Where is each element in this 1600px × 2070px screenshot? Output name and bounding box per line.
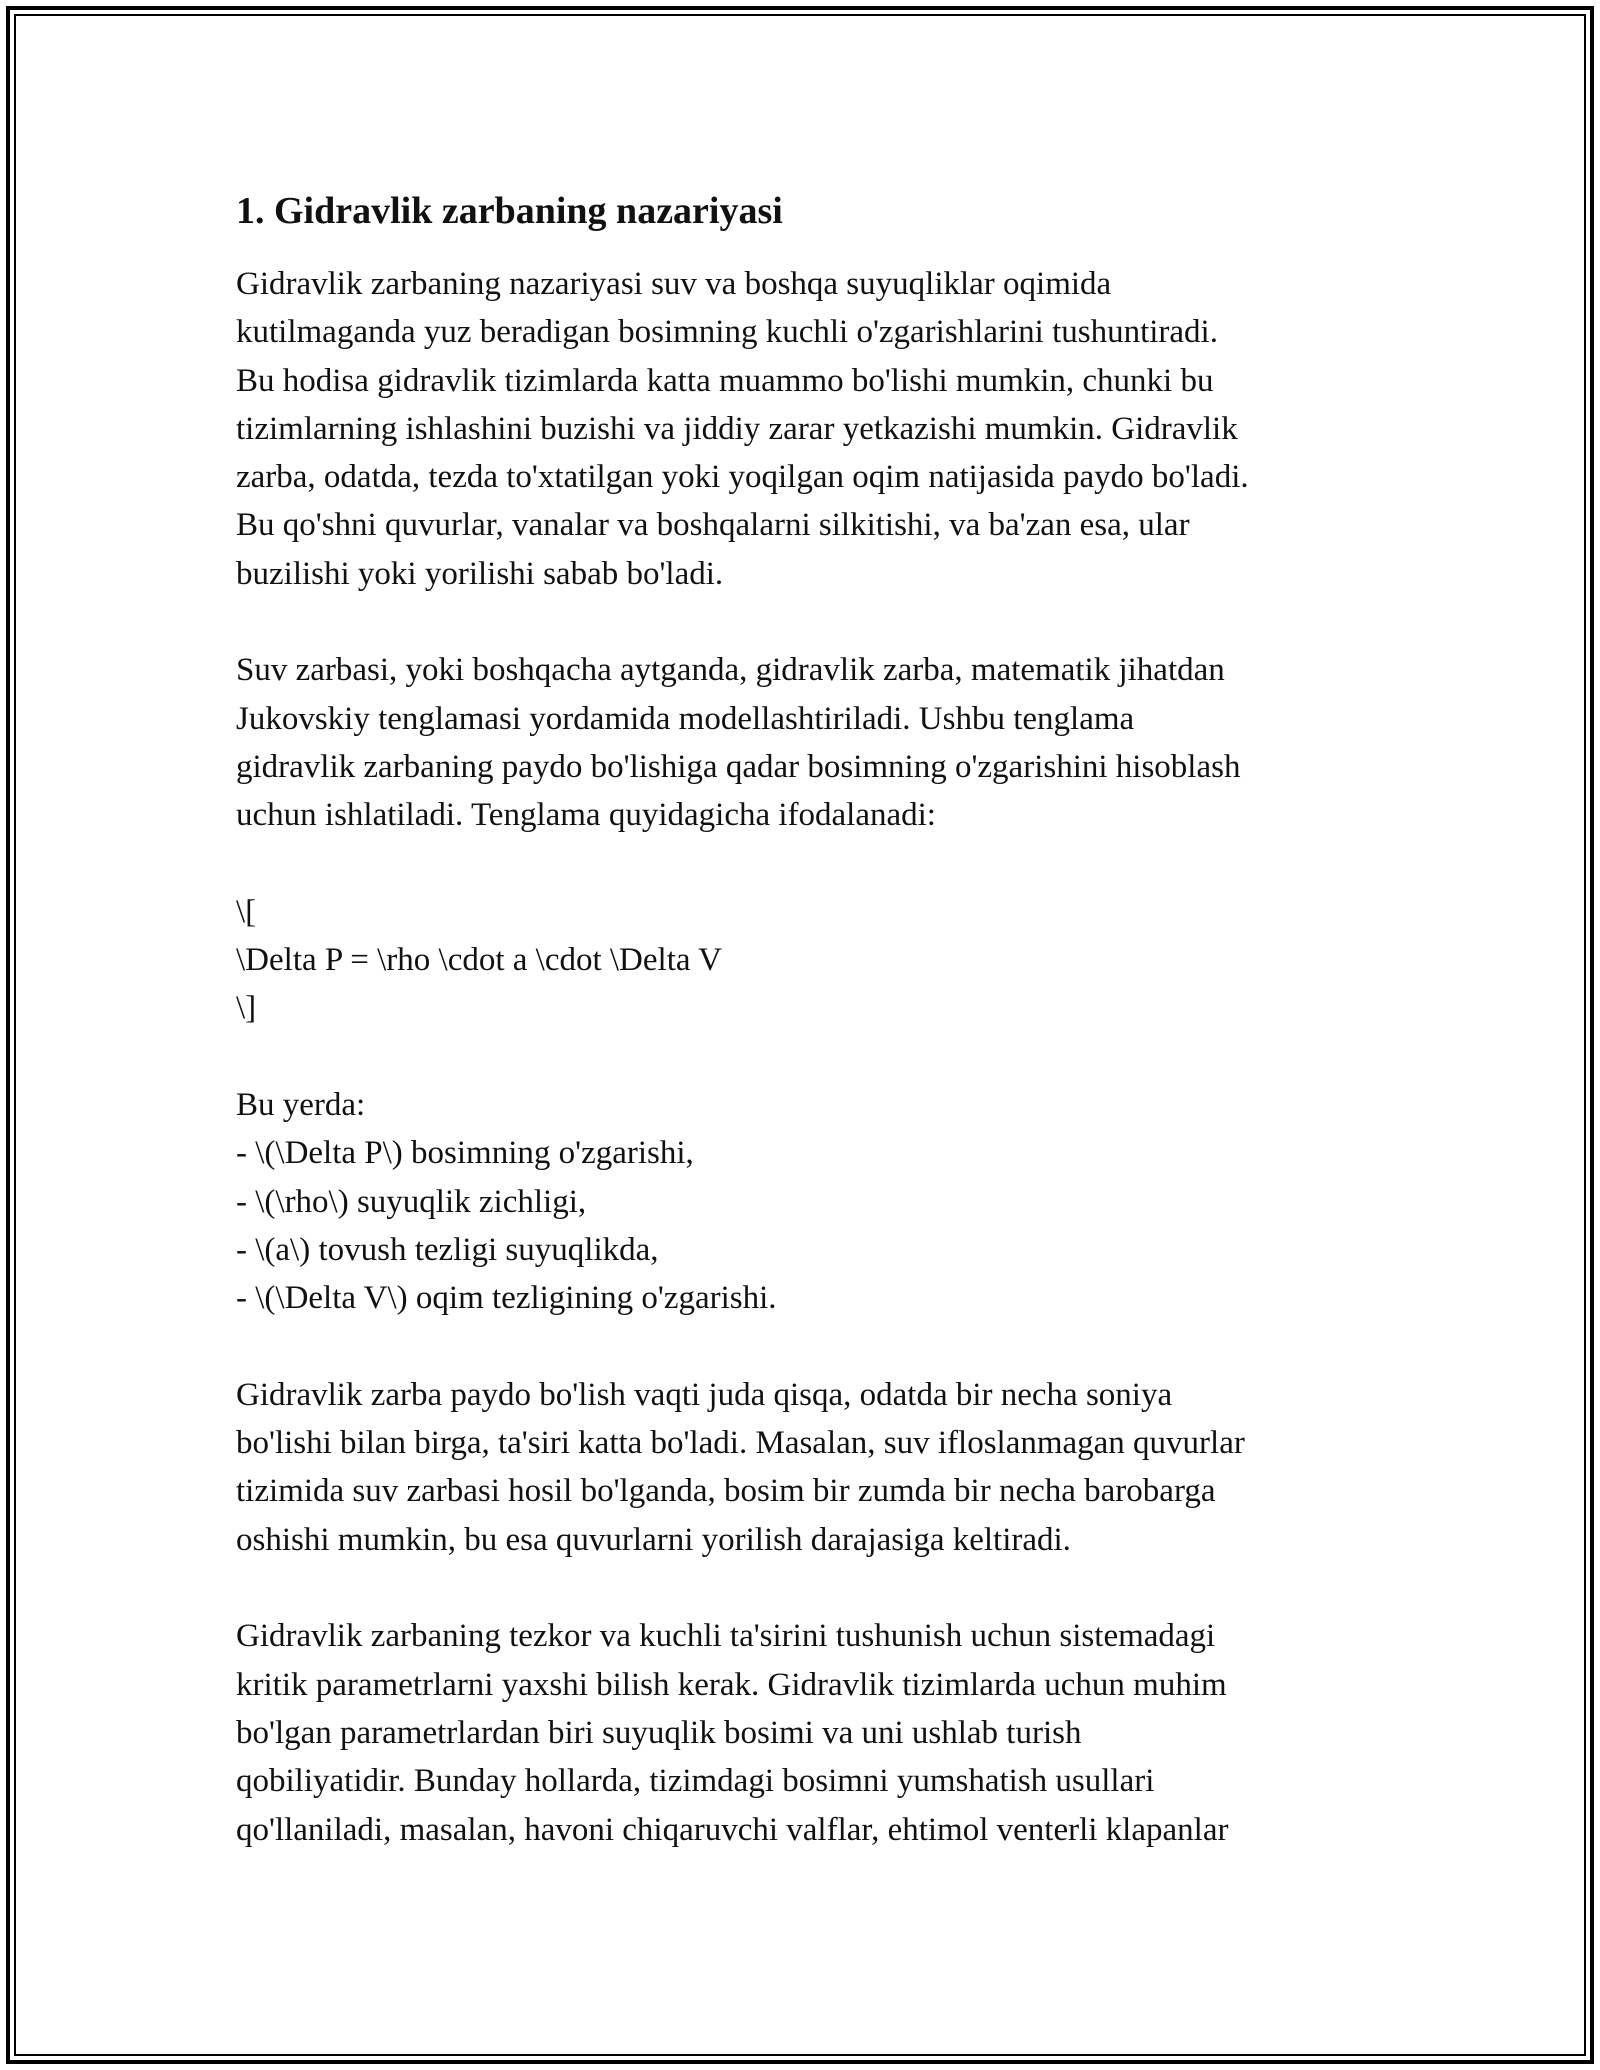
- paragraph-jukovsky: Suv zarbasi, yoki boshqacha aytganda, gidravlik zarba, matematik jihatdan Jukovskiy tenglamasi yordamida modellashtiriladi. Ushbu tenglama gidravlik zarbaning paydo bo'lishiga qadar bosimning o'zgarishini hisoblash uchun ishlatiladi. Tenglama quyidagicha ifodalanadi:: [236, 652, 1241, 834]
- paragraph-parameters: Gidravlik zarbaning tezkor va kuchli ta'sirini tushunish uchun sistemadagi kritik parametrlarni yaxshi bilish kerak. Gidravlik tizimlarda uchun muhim bo'lgan parametrlardan biri suyuqlik bosimi va uni ushlab turish qobiliyatidir. Bunday hollarda, tizimdagi bosimni yumshatish usullari qo'llaniladi, masalan, havoni chiqaruvchi valflar, ehtimol venterli klapanlar: [236, 1618, 1229, 1848]
- section-title: 1. Gidravlik zarbaning nazariyasi: [236, 190, 783, 232]
- definitions-intro: Bu yerda:: [236, 1087, 366, 1124]
- paragraph-duration: Gidravlik zarba paydo bo'lish vaqti juda qisqa, odatda bir necha soniya bo'lishi bilan birga, ta'siri katta bo'ladi. Masalan, suv ifloslanmagan quvurlar tizimida suv zarbasi hosil bo'lganda, bosim bir zumda bir necha barobarga oshishi mumkin, bu esa quvurlarni yorilish darajasiga keltiradi.: [236, 1376, 1245, 1558]
- equation-body: \Delta P = \rho \cdot a \cdot \Delta V: [236, 942, 723, 979]
- equation-block: [236, 888, 1396, 1033]
- paragraph-intro: Gidravlik zarbaning nazariyasi suv va boshqa suyuqliklar oqimida kutilmaganda yuz beradigan bosimning kuchli o'zgarishlarini tushuntiradi. Bu hodisa gidravlik tizimlarda katta muammo bo'lishi mumkin, chunki bu tizimlarning ishlashini buzishi va jiddiy zarar yetkazishi mumkin. Gidravlik zarba, odatda, tezda to'xtatilgan yoki yoqilgan oqim natijasida paydo bo'ladi. Bu qo'shni quvurlar, vanalar va boshqalarni silkitishi, va ba'zan esa, ular buzilishi yoki yorilishi sabab bo'ladi.: [236, 266, 1249, 592]
- equation-close: \]: [236, 990, 257, 1027]
- definition-item: - \(\rho\) suyuqlik zichligi,: [236, 1183, 587, 1220]
- document-body: [236, 186, 1396, 1902]
- definitions-list: [236, 1081, 1396, 1322]
- definition-item: - \(\Delta P\) bosimning o'zgarishi,: [236, 1135, 694, 1172]
- equation-open: \[: [236, 893, 257, 930]
- definition-item: - \(\Delta V\) oqim tezligining o'zgarishi.: [236, 1280, 777, 1317]
- definition-item: - \(a\) tovush tezligi suyuqlikda,: [236, 1231, 659, 1268]
